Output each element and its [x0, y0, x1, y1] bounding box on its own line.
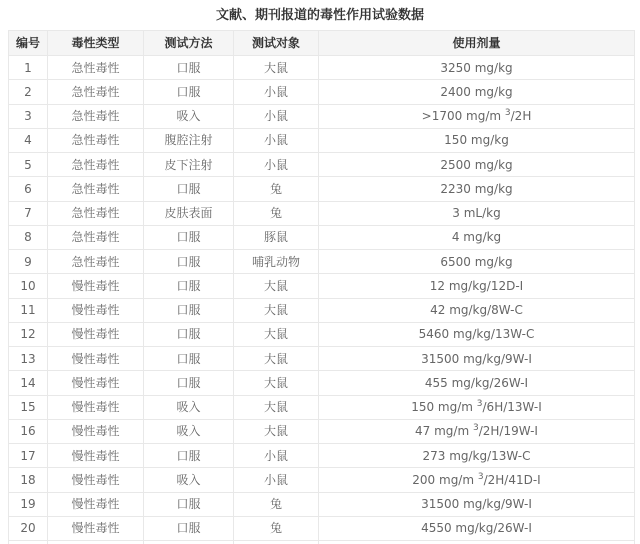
header-cell-no: 编号 [9, 31, 48, 56]
cell-toxicity-type: 急性毒性 [48, 104, 144, 128]
cell-no: 10 [9, 274, 48, 298]
cell-dose: 2400 mg/kg [319, 80, 635, 104]
cell-dose: 3250 mg/kg [319, 56, 635, 80]
cell-toxicity-type: 慢性毒性 [48, 371, 144, 395]
cell-test-subject: 大鼠 [234, 274, 319, 298]
cell-test-subject: 大鼠 [234, 322, 319, 346]
dose-superscript: 3 [504, 108, 511, 119]
cell-test-method: 口服 [144, 298, 234, 322]
cell-test-method: 皮下注射 [144, 153, 234, 177]
cell-toxicity-type: 急性毒性 [48, 128, 144, 152]
cell-dose: 150 mg/m $^3$/6H/13W-I [319, 395, 635, 419]
cell-dose: 455 mg/kg/26W-I [319, 371, 635, 395]
cell-test-subject: 大鼠 [234, 347, 319, 371]
cell-test-subject: 小鼠 [234, 80, 319, 104]
cell-dose: 3 mL/kg [319, 201, 635, 225]
cell-no: 16 [9, 419, 48, 443]
cell-test-method: 腹腔注射 [144, 128, 234, 152]
cell-no: 8 [9, 225, 48, 249]
cell-no: 1 [9, 56, 48, 80]
cell-toxicity-type: 慢性毒性 [48, 516, 144, 540]
cell-dose: 150 mg/kg [319, 128, 635, 152]
cell-toxicity-type: 慢性毒性 [48, 347, 144, 371]
cell-test-subject: 哺乳动物 [234, 250, 319, 274]
table-row [9, 250, 635, 274]
cell-test-method: 口服 [144, 177, 234, 201]
header-cell-test-method: 测试方法 [144, 31, 234, 56]
cell-empty [9, 541, 48, 544]
cell-dose: 6500 mg/kg [319, 250, 635, 274]
table-row [9, 347, 635, 371]
cell-toxicity-type: 急性毒性 [48, 56, 144, 80]
cell-dose: 2500 mg/kg [319, 153, 635, 177]
cell-dose: 200 mg/m $^3$/2H/41D-I [319, 468, 635, 492]
cell-test-subject: 小鼠 [234, 128, 319, 152]
cell-test-subject: 小鼠 [234, 153, 319, 177]
table-body [9, 56, 635, 544]
cell-no: 2 [9, 80, 48, 104]
dose-superscript: 3 [476, 399, 483, 410]
cell-test-subject: 兔 [234, 492, 319, 516]
cell-toxicity-type: 慢性毒性 [48, 395, 144, 419]
cell-test-subject: 兔 [234, 201, 319, 225]
cell-toxicity-type: 慢性毒性 [48, 298, 144, 322]
cell-no: 7 [9, 201, 48, 225]
table-row [9, 128, 635, 152]
cell-toxicity-type: 慢性毒性 [48, 468, 144, 492]
cell-test-subject: 豚鼠 [234, 225, 319, 249]
cell-test-method: 口服 [144, 492, 234, 516]
cell-test-subject: 小鼠 [234, 468, 319, 492]
table-row [9, 225, 635, 249]
table-row [9, 177, 635, 201]
cell-empty [144, 541, 234, 544]
cell-test-subject: 兔 [234, 516, 319, 540]
cell-toxicity-type: 慢性毒性 [48, 444, 144, 468]
cell-toxicity-type: 急性毒性 [48, 250, 144, 274]
cell-test-method: 吸入 [144, 468, 234, 492]
cell-no: 9 [9, 250, 48, 274]
cell-test-method: 口服 [144, 274, 234, 298]
cell-no: 14 [9, 371, 48, 395]
cell-no: 4 [9, 128, 48, 152]
cell-dose: 5460 mg/kg/13W-C [319, 322, 635, 346]
cell-test-method: 皮肤表面 [144, 201, 234, 225]
cell-test-method: 口服 [144, 322, 234, 346]
cell-test-method: 口服 [144, 56, 234, 80]
cell-test-method: 口服 [144, 444, 234, 468]
cell-no: 11 [9, 298, 48, 322]
cell-test-subject: 大鼠 [234, 56, 319, 80]
cell-dose: 4550 mg/kg/26W-I [319, 516, 635, 540]
cell-no: 13 [9, 347, 48, 371]
cell-test-subject: 大鼠 [234, 371, 319, 395]
cell-toxicity-type: 慢性毒性 [48, 492, 144, 516]
table-row [9, 153, 635, 177]
cell-test-subject: 兔 [234, 177, 319, 201]
cell-test-subject: 大鼠 [234, 395, 319, 419]
cell-test-method: 口服 [144, 347, 234, 371]
cell-test-method: 口服 [144, 371, 234, 395]
cell-dose: 31500 mg/kg/9W-I [319, 347, 635, 371]
cell-dose: 42 mg/kg/8W-C [319, 298, 635, 322]
cell-no: 19 [9, 492, 48, 516]
cell-test-method: 口服 [144, 80, 234, 104]
cell-empty [48, 541, 144, 544]
cell-test-method: 口服 [144, 250, 234, 274]
cell-toxicity-type: 急性毒性 [48, 201, 144, 225]
cell-no: 17 [9, 444, 48, 468]
table-row [9, 468, 635, 492]
cell-no: 3 [9, 104, 48, 128]
cell-test-method: 吸入 [144, 395, 234, 419]
cell-no: 12 [9, 322, 48, 346]
cell-toxicity-type: 急性毒性 [48, 225, 144, 249]
header-cell-toxicity-type: 毒性类型 [48, 31, 144, 56]
table-row-partial [9, 541, 635, 544]
cell-empty [319, 541, 635, 544]
cell-toxicity-type: 慢性毒性 [48, 274, 144, 298]
cell-no: 6 [9, 177, 48, 201]
cell-test-method: 口服 [144, 516, 234, 540]
cell-no: 5 [9, 153, 48, 177]
header-cell-test-subject: 测试对象 [234, 31, 319, 56]
table-row [9, 201, 635, 225]
dose-superscript: 3 [472, 423, 479, 434]
cell-no: 18 [9, 468, 48, 492]
table-row [9, 419, 635, 443]
cell-test-subject: 小鼠 [234, 444, 319, 468]
cell-test-method: 吸入 [144, 419, 234, 443]
cell-dose: 2230 mg/kg [319, 177, 635, 201]
table-row [9, 56, 635, 80]
table-row [9, 444, 635, 468]
table-row [9, 80, 635, 104]
cell-test-subject: 大鼠 [234, 298, 319, 322]
cell-dose: 273 mg/kg/13W-C [319, 444, 635, 468]
cell-test-method: 吸入 [144, 104, 234, 128]
cell-dose: 12 mg/kg/12D-I [319, 274, 635, 298]
table-row [9, 516, 635, 540]
cell-empty [234, 541, 319, 544]
cell-test-subject: 大鼠 [234, 419, 319, 443]
cell-toxicity-type: 急性毒性 [48, 177, 144, 201]
cell-test-subject: 小鼠 [234, 104, 319, 128]
table-row [9, 322, 635, 346]
table-row [9, 371, 635, 395]
cell-test-method: 口服 [144, 225, 234, 249]
dose-superscript: 3 [477, 471, 484, 482]
table-row [9, 274, 635, 298]
table-row [9, 298, 635, 322]
cell-toxicity-type: 急性毒性 [48, 153, 144, 177]
table-row [9, 395, 635, 419]
page-title: 文献、期刊报道的毒性作用试验数据 [215, 8, 424, 23]
table-row [9, 492, 635, 516]
cell-dose: 47 mg/m $^3$/2H/19W-I [319, 419, 635, 443]
cell-dose: 31500 mg/kg/9W-I [319, 492, 635, 516]
cell-dose: 4 mg/kg [319, 225, 635, 249]
header-cell-dose: 使用剂量 [319, 31, 635, 56]
cell-toxicity-type: 急性毒性 [48, 80, 144, 104]
table-row [9, 104, 635, 128]
cell-no: 15 [9, 395, 48, 419]
cell-toxicity-type: 慢性毒性 [48, 322, 144, 346]
cell-toxicity-type: 慢性毒性 [48, 419, 144, 443]
toxicity-table [8, 30, 635, 544]
cell-no: 20 [9, 516, 48, 540]
table-header-row [9, 31, 635, 56]
cell-dose: >1700 mg/m $^3$/2H [319, 104, 635, 128]
